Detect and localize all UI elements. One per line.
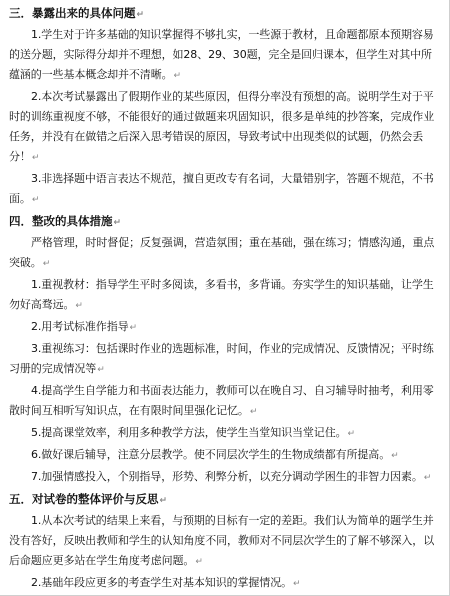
paragraph-measure-5: 5.提高课堂效率，利用多种教学方法，使学生当堂知识当堂记住。↵ bbox=[31, 426, 355, 439]
paragraph-measure-4: 4.提高学生自学能力和书面表达能力，教师可以在晚自习、自习辅导时抽考，利用零散时间互相听写知识点，在有限时间里强化记忆。↵ bbox=[9, 384, 434, 417]
section-heading-evaluation: 五．对试卷的整体评价与反思↵ bbox=[9, 492, 168, 506]
paragraph-measure-1: 1.重视教材：指导学生平时多阅读，多看书，多背诵。夯实学生的知识基础，让学生勿好高骛远。↵ bbox=[9, 278, 434, 311]
section-heading-problems: 三．暴露出来的具体问题↵ bbox=[9, 6, 145, 20]
paragraph-measure-6: 6.做好课后辅导，注意分层教学。使不同层次学生的生物成绩都有所提高。↵ bbox=[31, 448, 399, 461]
paragraph-evaluation-1: 1.从本次考试的结果上来看，与预期的目标有一定的差距。我们认为简单的题学生并没有答好，反映出教师和学生的认知角度不同，教师对不同层次学生的了解不够深入，以后命题应更多站在学生角度考虑问题。↵ bbox=[9, 514, 435, 567]
paragraph-measure-2: 2.用考试标准作指导↵ bbox=[31, 320, 137, 333]
paragraph-problem-1: 1.学生对于许多基础的知识掌握得不够扎实，一些源于教材，且命题都原本预期容易的送分题，实际得分却并不理想，如28、29、30题，完全是回归课本，但学生对其中所蕴涵的一些基本概念却并不清晰。↵ bbox=[9, 28, 434, 81]
paragraph-problem-3: 3.非选择题中语言表达不规范，擅自更改专有名词，大量错别字，答题不规范，不书面。↵ bbox=[9, 172, 434, 205]
paragraph-measure-7: 7.加强情感投入，个别指导，形势、利弊分析，以充分调动学困生的非智力因素。↵ bbox=[31, 470, 432, 483]
paragraph-evaluation-2: 2.基础年段应更多的考查学生对基本知识的掌握情况。↵ bbox=[31, 576, 301, 589]
section-heading-measures: 四．整改的具体措施↵ bbox=[9, 214, 122, 228]
paragraph-measures-intro: 严格管理，时时督促；反复强调，营造氛围；重在基础，强在练习；情感沟通，重点突破。↵ bbox=[9, 236, 435, 269]
paragraph-problem-2: 2.本次考试暴露出了假期作业的某些原因，但得分率没有预想的高。说明学生对于平时的训练重视度不够，不能很好的通过做题来巩固知识，很多是单纯的抄答案，完成作业任务，并没有在做错之后深入思考错误的原因，导致考试中出现类似的试题，仍然会丢分！↵ bbox=[9, 90, 435, 163]
paragraph-measure-3: 3.重视练习：包括课时作业的选题标准，时间，作业的完成情况、反馈情况；平时练习册的完成情况等↵ bbox=[9, 342, 434, 375]
